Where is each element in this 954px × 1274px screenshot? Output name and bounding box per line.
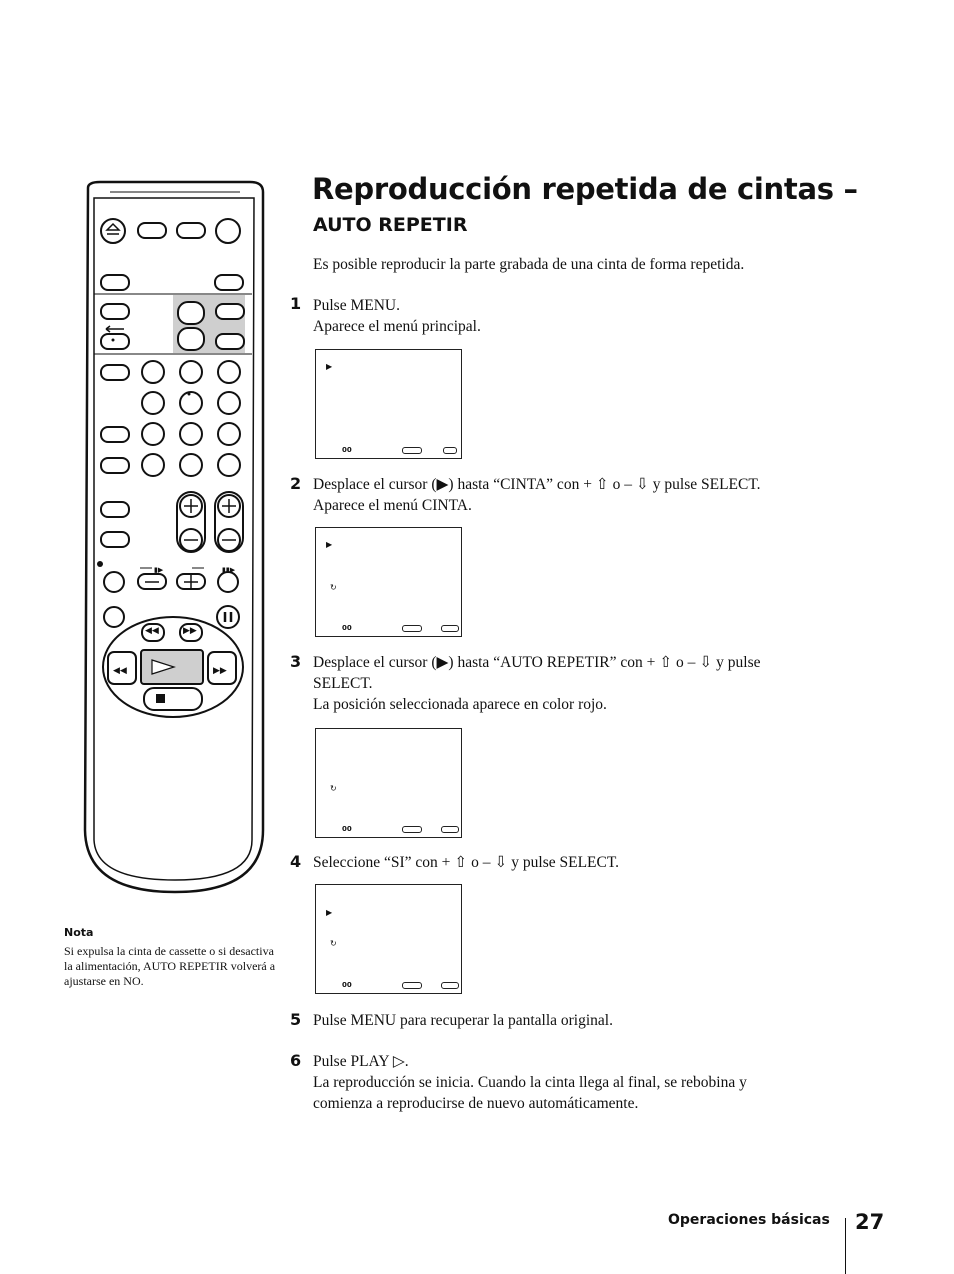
- footer-section-title: Operaciones básicas: [668, 1212, 830, 1228]
- step-line: Seleccione “SI” con + ⇧ o – ⇩ y pulse SELECT.: [313, 854, 620, 871]
- step-number: 4: [290, 852, 302, 871]
- svg-text:▮▮▶: ▮▮▶: [222, 566, 236, 574]
- step-text: [313, 295, 481, 337]
- menu-screen-si: [315, 884, 462, 994]
- footer-divider: [845, 1218, 846, 1274]
- svg-text:◀◀: ◀◀: [113, 666, 127, 676]
- svg-text:▮▶: ▮▶: [154, 566, 164, 574]
- note-heading: Nota: [64, 926, 94, 939]
- step-line: comienza a reproducirse de nuevo automáticamente.: [313, 1095, 639, 1112]
- step-line: Aparece el menú principal.: [313, 318, 481, 335]
- page-subtitle: AUTO REPETIR: [313, 214, 468, 236]
- screen-pill: [402, 826, 422, 833]
- step-line: Pulse MENU.: [313, 297, 400, 314]
- page-number: 27: [855, 1210, 885, 1234]
- step-text: [313, 852, 619, 873]
- repeat-icon: ↻: [330, 784, 337, 793]
- step-text: [313, 1051, 747, 1114]
- step-line: Aparece el menú CINTA.: [313, 497, 472, 514]
- screen-pill: [441, 625, 459, 632]
- step-number: 2: [290, 474, 302, 493]
- step-number: 3: [290, 652, 302, 671]
- screen-pill: [402, 625, 422, 632]
- step-number: 1: [290, 294, 302, 313]
- step-line: Pulse PLAY ▷.: [313, 1053, 409, 1070]
- note-text: Si expulsa la cinta de cassette o si desactiva la alimentación, AUTO REPETIR volverá a ajustarse en NO.: [64, 944, 276, 988]
- step-line: La posición seleccionada aparece en color rojo.: [313, 696, 607, 713]
- menu-screen-main: [315, 349, 462, 459]
- step-text: [313, 1010, 613, 1031]
- repeat-icon: ↻: [330, 939, 337, 948]
- screen-pill: [402, 447, 422, 454]
- step-line: Desplace el cursor (▶) hasta “CINTA” con + ⇧ o – ⇩ y pulse SELECT.: [313, 476, 761, 493]
- step-text: [313, 474, 761, 516]
- remote-control-illustration: [80, 180, 266, 900]
- cursor-icon: ▶: [326, 540, 333, 549]
- step-number: 6: [290, 1051, 302, 1070]
- step-line: Desplace el cursor (▶) hasta “AUTO REPETIR” con + ⇧ o – ⇩ y pulse: [313, 654, 761, 671]
- screen-pill: [402, 982, 422, 989]
- step-line: Pulse MENU para recuperar la pantalla original.: [313, 1012, 613, 1029]
- repeat-icon: ↻: [330, 583, 337, 592]
- screen-pill: [441, 826, 459, 833]
- svg-text:▶▶: ▶▶: [183, 626, 197, 636]
- step-line: SELECT.: [313, 675, 373, 692]
- screen-badge: 00: [342, 446, 352, 454]
- menu-screen-auto-repetir: [315, 728, 462, 838]
- screen-badge: 00: [342, 825, 352, 833]
- cursor-icon: ▶: [326, 362, 333, 371]
- screen-badge: 00: [342, 981, 352, 989]
- screen-pill: [441, 982, 459, 989]
- step-number: 5: [290, 1010, 302, 1029]
- page-title: Reproducción repetida de cintas –: [312, 172, 858, 206]
- step-text: [313, 652, 761, 715]
- svg-text:◀◀: ◀◀: [145, 626, 159, 636]
- step-line: La reproducción se inicia. Cuando la cinta llega al final, se rebobina y: [313, 1074, 747, 1091]
- intro-paragraph: Es posible reproducir la parte grabada de una cinta de forma repetida.: [313, 256, 745, 273]
- screen-badge: 00: [342, 624, 352, 632]
- cursor-icon: ▶: [326, 908, 333, 917]
- screen-pill: [443, 447, 457, 454]
- menu-screen-cinta: [315, 527, 462, 637]
- svg-text:▶▶: ▶▶: [213, 666, 227, 676]
